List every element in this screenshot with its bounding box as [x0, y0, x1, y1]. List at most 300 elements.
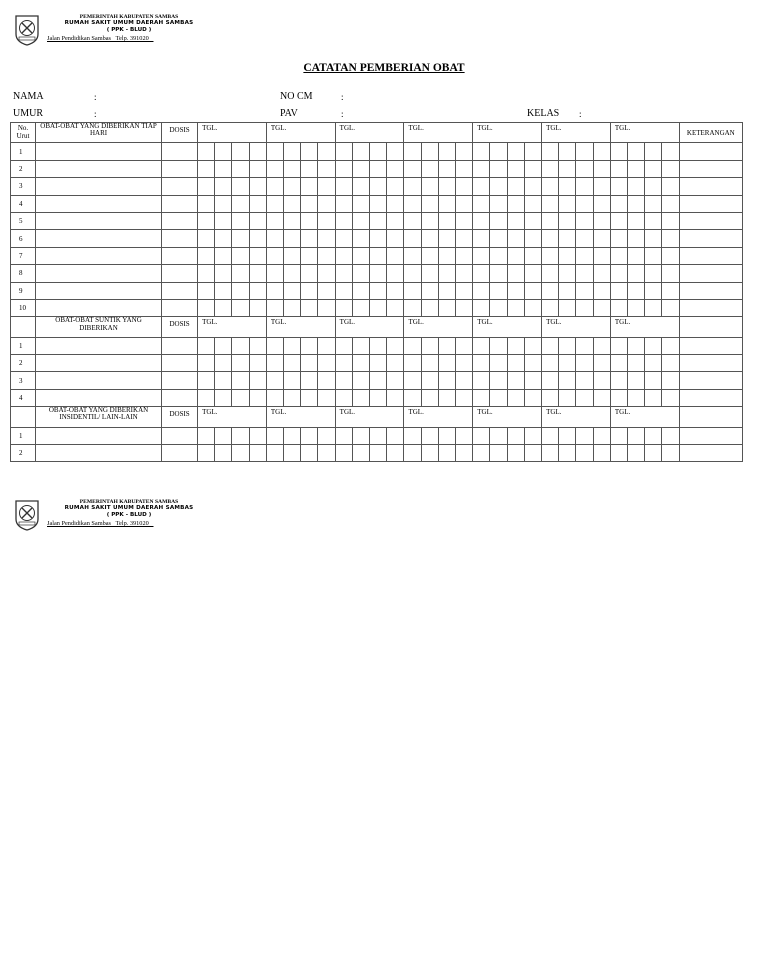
dose-check-cell[interactable]	[473, 389, 490, 406]
dose-check-cell[interactable]	[421, 372, 438, 389]
dose-check-cell[interactable]	[232, 372, 249, 389]
dose-check-cell[interactable]	[593, 337, 610, 354]
dose-check-cell[interactable]	[645, 265, 662, 282]
dose-check-cell[interactable]	[542, 427, 559, 444]
dosis-entry-cell[interactable]	[162, 143, 198, 160]
dose-check-cell[interactable]	[215, 178, 232, 195]
dose-check-cell[interactable]	[473, 230, 490, 247]
dose-check-cell[interactable]	[456, 143, 473, 160]
dose-check-cell[interactable]	[318, 195, 335, 212]
dose-check-cell[interactable]	[232, 337, 249, 354]
dose-check-cell[interactable]	[370, 195, 387, 212]
obat-entry-cell[interactable]	[36, 143, 162, 160]
dose-check-cell[interactable]	[352, 160, 369, 177]
dose-check-cell[interactable]	[542, 143, 559, 160]
dose-check-cell[interactable]	[198, 427, 215, 444]
dose-check-cell[interactable]	[266, 212, 283, 229]
dose-check-cell[interactable]	[404, 355, 421, 372]
dose-check-cell[interactable]	[198, 299, 215, 316]
dose-check-cell[interactable]	[593, 355, 610, 372]
dose-check-cell[interactable]	[335, 389, 352, 406]
dose-check-cell[interactable]	[266, 143, 283, 160]
dose-check-cell[interactable]	[352, 178, 369, 195]
dosis-entry-cell[interactable]	[162, 355, 198, 372]
dose-check-cell[interactable]	[507, 355, 524, 372]
dose-check-cell[interactable]	[610, 247, 627, 264]
dose-check-cell[interactable]	[215, 160, 232, 177]
dose-check-cell[interactable]	[266, 265, 283, 282]
dose-check-cell[interactable]	[232, 160, 249, 177]
dose-check-cell[interactable]	[490, 247, 507, 264]
dose-check-cell[interactable]	[370, 247, 387, 264]
dose-check-cell[interactable]	[232, 143, 249, 160]
dose-check-cell[interactable]	[456, 355, 473, 372]
dose-check-cell[interactable]	[404, 299, 421, 316]
dose-check-cell[interactable]	[387, 212, 404, 229]
dose-check-cell[interactable]	[542, 337, 559, 354]
dose-check-cell[interactable]	[421, 178, 438, 195]
keterangan-entry-cell[interactable]	[679, 195, 742, 212]
dose-check-cell[interactable]	[318, 299, 335, 316]
dose-check-cell[interactable]	[662, 282, 679, 299]
dose-check-cell[interactable]	[542, 247, 559, 264]
dose-check-cell[interactable]	[645, 178, 662, 195]
dose-check-cell[interactable]	[438, 265, 455, 282]
dose-check-cell[interactable]	[370, 282, 387, 299]
dose-check-cell[interactable]	[576, 355, 593, 372]
dose-check-cell[interactable]	[232, 195, 249, 212]
dose-check-cell[interactable]	[198, 372, 215, 389]
dose-check-cell[interactable]	[387, 247, 404, 264]
dose-check-cell[interactable]	[266, 230, 283, 247]
dose-check-cell[interactable]	[387, 230, 404, 247]
dosis-entry-cell[interactable]	[162, 445, 198, 462]
dose-check-cell[interactable]	[610, 160, 627, 177]
dose-check-cell[interactable]	[318, 247, 335, 264]
dose-check-cell[interactable]	[215, 445, 232, 462]
dose-check-cell[interactable]	[284, 355, 301, 372]
dose-check-cell[interactable]	[335, 445, 352, 462]
dose-check-cell[interactable]	[318, 427, 335, 444]
dose-check-cell[interactable]	[524, 282, 541, 299]
dose-check-cell[interactable]	[301, 178, 318, 195]
dose-check-cell[interactable]	[404, 265, 421, 282]
dose-check-cell[interactable]	[559, 160, 576, 177]
dose-check-cell[interactable]	[456, 372, 473, 389]
dose-check-cell[interactable]	[249, 337, 266, 354]
dose-check-cell[interactable]	[387, 355, 404, 372]
dose-check-cell[interactable]	[421, 212, 438, 229]
obat-entry-cell[interactable]	[36, 389, 162, 406]
dose-check-cell[interactable]	[645, 389, 662, 406]
dose-check-cell[interactable]	[232, 355, 249, 372]
dose-check-cell[interactable]	[404, 230, 421, 247]
dose-check-cell[interactable]	[370, 230, 387, 247]
dose-check-cell[interactable]	[524, 427, 541, 444]
dosis-entry-cell[interactable]	[162, 389, 198, 406]
dose-check-cell[interactable]	[335, 230, 352, 247]
dose-check-cell[interactable]	[335, 355, 352, 372]
dosis-entry-cell[interactable]	[162, 178, 198, 195]
dose-check-cell[interactable]	[438, 372, 455, 389]
dose-check-cell[interactable]	[662, 230, 679, 247]
dose-check-cell[interactable]	[421, 337, 438, 354]
dose-check-cell[interactable]	[249, 178, 266, 195]
dose-check-cell[interactable]	[232, 389, 249, 406]
dose-check-cell[interactable]	[507, 230, 524, 247]
dose-check-cell[interactable]	[284, 178, 301, 195]
keterangan-entry-cell[interactable]	[679, 445, 742, 462]
dose-check-cell[interactable]	[645, 230, 662, 247]
dose-check-cell[interactable]	[232, 299, 249, 316]
dose-check-cell[interactable]	[507, 247, 524, 264]
dose-check-cell[interactable]	[438, 160, 455, 177]
dose-check-cell[interactable]	[593, 195, 610, 212]
obat-entry-cell[interactable]	[36, 282, 162, 299]
keterangan-entry-cell[interactable]	[679, 427, 742, 444]
obat-entry-cell[interactable]	[36, 299, 162, 316]
dose-check-cell[interactable]	[232, 265, 249, 282]
dose-check-cell[interactable]	[266, 247, 283, 264]
dose-check-cell[interactable]	[645, 160, 662, 177]
dose-check-cell[interactable]	[456, 212, 473, 229]
dose-check-cell[interactable]	[438, 247, 455, 264]
dose-check-cell[interactable]	[576, 389, 593, 406]
dose-check-cell[interactable]	[524, 178, 541, 195]
dose-check-cell[interactable]	[610, 355, 627, 372]
dose-check-cell[interactable]	[266, 355, 283, 372]
dose-check-cell[interactable]	[301, 247, 318, 264]
dose-check-cell[interactable]	[610, 299, 627, 316]
dose-check-cell[interactable]	[421, 160, 438, 177]
dose-check-cell[interactable]	[198, 212, 215, 229]
dosis-entry-cell[interactable]	[162, 372, 198, 389]
dose-check-cell[interactable]	[542, 195, 559, 212]
dose-check-cell[interactable]	[456, 230, 473, 247]
dose-check-cell[interactable]	[404, 372, 421, 389]
dose-check-cell[interactable]	[438, 299, 455, 316]
dose-check-cell[interactable]	[352, 212, 369, 229]
dose-check-cell[interactable]	[456, 160, 473, 177]
dose-check-cell[interactable]	[301, 212, 318, 229]
dose-check-cell[interactable]	[215, 389, 232, 406]
obat-entry-cell[interactable]	[36, 212, 162, 229]
dose-check-cell[interactable]	[215, 299, 232, 316]
keterangan-entry-cell[interactable]	[679, 160, 742, 177]
dose-check-cell[interactable]	[456, 247, 473, 264]
dose-check-cell[interactable]	[198, 143, 215, 160]
dose-check-cell[interactable]	[628, 299, 645, 316]
dose-check-cell[interactable]	[438, 143, 455, 160]
dose-check-cell[interactable]	[542, 178, 559, 195]
dose-check-cell[interactable]	[318, 160, 335, 177]
dose-check-cell[interactable]	[249, 265, 266, 282]
dose-check-cell[interactable]	[404, 282, 421, 299]
dose-check-cell[interactable]	[215, 265, 232, 282]
dose-check-cell[interactable]	[318, 265, 335, 282]
dose-check-cell[interactable]	[370, 445, 387, 462]
dose-check-cell[interactable]	[645, 355, 662, 372]
dose-check-cell[interactable]	[421, 230, 438, 247]
dose-check-cell[interactable]	[335, 143, 352, 160]
obat-entry-cell[interactable]	[36, 160, 162, 177]
dose-check-cell[interactable]	[662, 427, 679, 444]
dose-check-cell[interactable]	[524, 337, 541, 354]
obat-entry-cell[interactable]	[36, 445, 162, 462]
dosis-entry-cell[interactable]	[162, 247, 198, 264]
dose-check-cell[interactable]	[387, 372, 404, 389]
dose-check-cell[interactable]	[610, 445, 627, 462]
dose-check-cell[interactable]	[542, 212, 559, 229]
dose-check-cell[interactable]	[628, 212, 645, 229]
dose-check-cell[interactable]	[335, 265, 352, 282]
dose-check-cell[interactable]	[404, 143, 421, 160]
dose-check-cell[interactable]	[542, 230, 559, 247]
dose-check-cell[interactable]	[387, 265, 404, 282]
dose-check-cell[interactable]	[284, 265, 301, 282]
dose-check-cell[interactable]	[370, 178, 387, 195]
dose-check-cell[interactable]	[593, 299, 610, 316]
dose-check-cell[interactable]	[576, 230, 593, 247]
dosis-entry-cell[interactable]	[162, 282, 198, 299]
dose-check-cell[interactable]	[335, 178, 352, 195]
dose-check-cell[interactable]	[249, 299, 266, 316]
dose-check-cell[interactable]	[645, 299, 662, 316]
dose-check-cell[interactable]	[266, 160, 283, 177]
dose-check-cell[interactable]	[662, 337, 679, 354]
dose-check-cell[interactable]	[610, 282, 627, 299]
dose-check-cell[interactable]	[318, 230, 335, 247]
dose-check-cell[interactable]	[662, 178, 679, 195]
dose-check-cell[interactable]	[284, 160, 301, 177]
dose-check-cell[interactable]	[576, 427, 593, 444]
dose-check-cell[interactable]	[318, 178, 335, 195]
dose-check-cell[interactable]	[559, 178, 576, 195]
dose-check-cell[interactable]	[335, 372, 352, 389]
dose-check-cell[interactable]	[576, 160, 593, 177]
dose-check-cell[interactable]	[352, 143, 369, 160]
dose-check-cell[interactable]	[559, 372, 576, 389]
dose-check-cell[interactable]	[301, 230, 318, 247]
dose-check-cell[interactable]	[559, 282, 576, 299]
dose-check-cell[interactable]	[370, 372, 387, 389]
dose-check-cell[interactable]	[438, 389, 455, 406]
dose-check-cell[interactable]	[335, 427, 352, 444]
dose-check-cell[interactable]	[249, 282, 266, 299]
dose-check-cell[interactable]	[542, 282, 559, 299]
dose-check-cell[interactable]	[645, 372, 662, 389]
dose-check-cell[interactable]	[473, 445, 490, 462]
dose-check-cell[interactable]	[456, 427, 473, 444]
dose-check-cell[interactable]	[421, 195, 438, 212]
dose-check-cell[interactable]	[438, 337, 455, 354]
dose-check-cell[interactable]	[284, 247, 301, 264]
dose-check-cell[interactable]	[284, 337, 301, 354]
dose-check-cell[interactable]	[473, 265, 490, 282]
dose-check-cell[interactable]	[318, 143, 335, 160]
dose-check-cell[interactable]	[645, 247, 662, 264]
dose-check-cell[interactable]	[421, 265, 438, 282]
dosis-entry-cell[interactable]	[162, 427, 198, 444]
dose-check-cell[interactable]	[266, 195, 283, 212]
dose-check-cell[interactable]	[456, 337, 473, 354]
dose-check-cell[interactable]	[301, 355, 318, 372]
dose-check-cell[interactable]	[198, 282, 215, 299]
dose-check-cell[interactable]	[249, 355, 266, 372]
dose-check-cell[interactable]	[576, 247, 593, 264]
dose-check-cell[interactable]	[524, 355, 541, 372]
dose-check-cell[interactable]	[215, 212, 232, 229]
dose-check-cell[interactable]	[404, 337, 421, 354]
dose-check-cell[interactable]	[438, 178, 455, 195]
dose-check-cell[interactable]	[524, 247, 541, 264]
dose-check-cell[interactable]	[662, 372, 679, 389]
dose-check-cell[interactable]	[610, 265, 627, 282]
dose-check-cell[interactable]	[662, 265, 679, 282]
dose-check-cell[interactable]	[352, 445, 369, 462]
dose-check-cell[interactable]	[370, 143, 387, 160]
dose-check-cell[interactable]	[628, 265, 645, 282]
dose-check-cell[interactable]	[456, 389, 473, 406]
dose-check-cell[interactable]	[335, 299, 352, 316]
dose-check-cell[interactable]	[542, 389, 559, 406]
dose-check-cell[interactable]	[421, 282, 438, 299]
dose-check-cell[interactable]	[559, 212, 576, 229]
dose-check-cell[interactable]	[490, 265, 507, 282]
dose-check-cell[interactable]	[593, 178, 610, 195]
keterangan-entry-cell[interactable]	[679, 212, 742, 229]
dose-check-cell[interactable]	[473, 427, 490, 444]
dose-check-cell[interactable]	[249, 372, 266, 389]
dose-check-cell[interactable]	[198, 355, 215, 372]
dose-check-cell[interactable]	[335, 160, 352, 177]
dose-check-cell[interactable]	[421, 247, 438, 264]
dose-check-cell[interactable]	[456, 195, 473, 212]
dose-check-cell[interactable]	[610, 337, 627, 354]
dose-check-cell[interactable]	[576, 282, 593, 299]
dose-check-cell[interactable]	[301, 372, 318, 389]
dose-check-cell[interactable]	[404, 212, 421, 229]
dose-check-cell[interactable]	[628, 372, 645, 389]
dose-check-cell[interactable]	[301, 299, 318, 316]
keterangan-entry-cell[interactable]	[679, 282, 742, 299]
dose-check-cell[interactable]	[318, 445, 335, 462]
dose-check-cell[interactable]	[421, 143, 438, 160]
dose-check-cell[interactable]	[559, 355, 576, 372]
keterangan-entry-cell[interactable]	[679, 143, 742, 160]
obat-entry-cell[interactable]	[36, 265, 162, 282]
dose-check-cell[interactable]	[352, 265, 369, 282]
dosis-entry-cell[interactable]	[162, 195, 198, 212]
dose-check-cell[interactable]	[198, 160, 215, 177]
dose-check-cell[interactable]	[456, 445, 473, 462]
dose-check-cell[interactable]	[645, 427, 662, 444]
dose-check-cell[interactable]	[352, 355, 369, 372]
dose-check-cell[interactable]	[215, 282, 232, 299]
dose-check-cell[interactable]	[576, 143, 593, 160]
obat-entry-cell[interactable]	[36, 195, 162, 212]
dose-check-cell[interactable]	[507, 372, 524, 389]
obat-entry-cell[interactable]	[36, 178, 162, 195]
dose-check-cell[interactable]	[593, 160, 610, 177]
dose-check-cell[interactable]	[662, 143, 679, 160]
dose-check-cell[interactable]	[438, 282, 455, 299]
dose-check-cell[interactable]	[215, 427, 232, 444]
dose-check-cell[interactable]	[421, 427, 438, 444]
dose-check-cell[interactable]	[576, 195, 593, 212]
dose-check-cell[interactable]	[593, 230, 610, 247]
keterangan-entry-cell[interactable]	[679, 299, 742, 316]
dose-check-cell[interactable]	[198, 445, 215, 462]
dose-check-cell[interactable]	[387, 160, 404, 177]
dose-check-cell[interactable]	[335, 337, 352, 354]
dose-check-cell[interactable]	[507, 212, 524, 229]
dose-check-cell[interactable]	[284, 389, 301, 406]
dose-check-cell[interactable]	[610, 195, 627, 212]
dose-check-cell[interactable]	[490, 143, 507, 160]
dose-check-cell[interactable]	[301, 389, 318, 406]
dose-check-cell[interactable]	[542, 372, 559, 389]
dose-check-cell[interactable]	[352, 299, 369, 316]
dose-check-cell[interactable]	[524, 265, 541, 282]
dose-check-cell[interactable]	[524, 389, 541, 406]
dose-check-cell[interactable]	[318, 212, 335, 229]
dose-check-cell[interactable]	[266, 178, 283, 195]
dose-check-cell[interactable]	[610, 389, 627, 406]
dose-check-cell[interactable]	[628, 337, 645, 354]
dose-check-cell[interactable]	[232, 445, 249, 462]
dose-check-cell[interactable]	[559, 195, 576, 212]
dose-check-cell[interactable]	[507, 299, 524, 316]
dose-check-cell[interactable]	[284, 195, 301, 212]
dose-check-cell[interactable]	[387, 143, 404, 160]
dose-check-cell[interactable]	[593, 372, 610, 389]
dose-check-cell[interactable]	[610, 212, 627, 229]
dose-check-cell[interactable]	[490, 195, 507, 212]
dose-check-cell[interactable]	[387, 195, 404, 212]
dose-check-cell[interactable]	[249, 445, 266, 462]
dose-check-cell[interactable]	[301, 160, 318, 177]
dose-check-cell[interactable]	[249, 427, 266, 444]
dose-check-cell[interactable]	[215, 372, 232, 389]
dose-check-cell[interactable]	[232, 282, 249, 299]
dose-check-cell[interactable]	[421, 445, 438, 462]
dose-check-cell[interactable]	[645, 195, 662, 212]
dose-check-cell[interactable]	[404, 178, 421, 195]
dose-check-cell[interactable]	[198, 178, 215, 195]
dose-check-cell[interactable]	[284, 282, 301, 299]
dose-check-cell[interactable]	[628, 282, 645, 299]
dose-check-cell[interactable]	[370, 265, 387, 282]
dose-check-cell[interactable]	[249, 143, 266, 160]
dose-check-cell[interactable]	[490, 445, 507, 462]
dose-check-cell[interactable]	[456, 265, 473, 282]
dose-check-cell[interactable]	[610, 372, 627, 389]
dose-check-cell[interactable]	[318, 337, 335, 354]
dose-check-cell[interactable]	[370, 355, 387, 372]
dose-check-cell[interactable]	[301, 282, 318, 299]
dose-check-cell[interactable]	[198, 230, 215, 247]
dose-check-cell[interactable]	[301, 445, 318, 462]
dose-check-cell[interactable]	[524, 143, 541, 160]
dose-check-cell[interactable]	[438, 427, 455, 444]
dose-check-cell[interactable]	[576, 265, 593, 282]
dose-check-cell[interactable]	[335, 282, 352, 299]
dose-check-cell[interactable]	[559, 337, 576, 354]
dose-check-cell[interactable]	[387, 427, 404, 444]
dose-check-cell[interactable]	[576, 212, 593, 229]
dose-check-cell[interactable]	[473, 160, 490, 177]
